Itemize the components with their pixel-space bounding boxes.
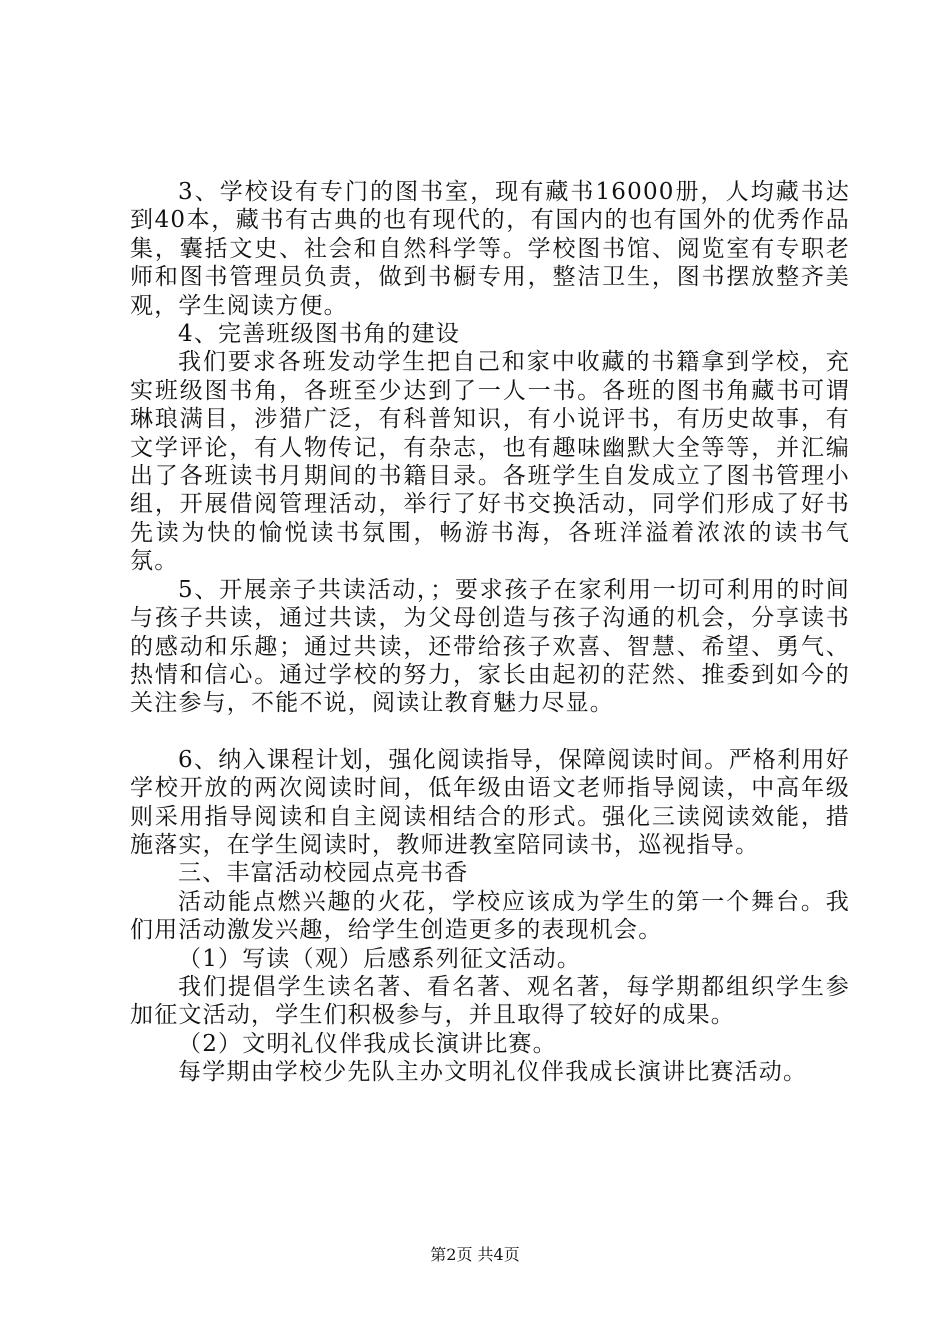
paragraph-essay-activity: 我们提倡学生读名著、看名著、观名著，每学期都组织学生参加征文活动，学生们积极参与，并且取得了较好的成果。 [130, 973, 850, 1029]
paragraph-speech-contest-heading: （2）文明礼仪伴我成长演讲比赛。 [178, 1030, 557, 1057]
paragraph-class-book-corner: 我们要求各班发动学生把自己和家中收藏的书籍拿到学校，充实班级图书角，各班至少达到了一人一书。各班的图书角藏书可谓琳琅满目，涉猎广泛，有科普知识，有小说评书，有历史故事，有文学评论，有人物传记，有杂志，也有趣味幽默大全等等，并汇编出了各班读书月期间的书籍目录。各班学生自发成立了图书管理小组，开展借阅管理活动，举行了好书交换活动，同学们形成了好书先读为快的愉悦读书氛围，畅游书海，各班洋溢着浓浓的读书气氛。 [130, 349, 850, 575]
document-body [130, 178, 850, 1087]
paragraph-speech-contest: 每学期由学校少先队主办文明礼仪伴我成长演讲比赛活动。 [178, 1059, 808, 1086]
paragraph-activities-intro: 活动能点燃兴趣的火花，学校应该成为学生的第一个舞台。我们用活动激发兴趣，给学生创造更多的表现机会。 [130, 888, 850, 944]
paragraph-spacer [130, 718, 850, 746]
paragraph-curriculum-plan: 6、纳入课程计划，强化阅读指导，保障阅读时间。严格利用好学校开放的两次阅读时间，低年级由语文老师指导阅读，中高年级则采用指导阅读和自主阅读相结合的形式。强化三读阅读效能，措施落实，在学生阅读时，教师进教室陪同读书，巡视指导。 [130, 746, 850, 858]
paragraph-class-book-corner-heading: 4、完善班级图书角的建设 [178, 321, 461, 348]
paragraph-essay-activity-heading: （1）写读（观）后感系列征文活动。 [178, 945, 582, 972]
section-heading-activities: 三、丰富活动校园点亮书香 [178, 860, 469, 887]
paragraph-parent-child-reading: 5、开展亲子共读活动，；要求孩子在家利用一切可利用的时间与孩子共读，通过共读，为父母创造与孩子沟通的机会，分享读书的感动和乐趣；通过共读，还带给孩子欢喜、智慧、希望、勇气、热情和信心。通过学校的努力，家长由起初的茫然、推委到如今的关注参与，不能不说，阅读让教育魅力尽显。 [130, 576, 850, 717]
page-number-footer: 第2页 共4页 [430, 1245, 520, 1264]
paragraph-library-room: 3、学校设有专门的图书室，现有藏书16000册，人均藏书达到40本，藏书有古典的也有现代的，有国内的也有国外的优秀作品集，囊括文史、社会和自然科学等。学校图书馆、阅览室有专职老师和图书管理员负责，做到书橱专用，整洁卫生，图书摆放整齐美观，学生阅读方便。 [130, 179, 850, 319]
